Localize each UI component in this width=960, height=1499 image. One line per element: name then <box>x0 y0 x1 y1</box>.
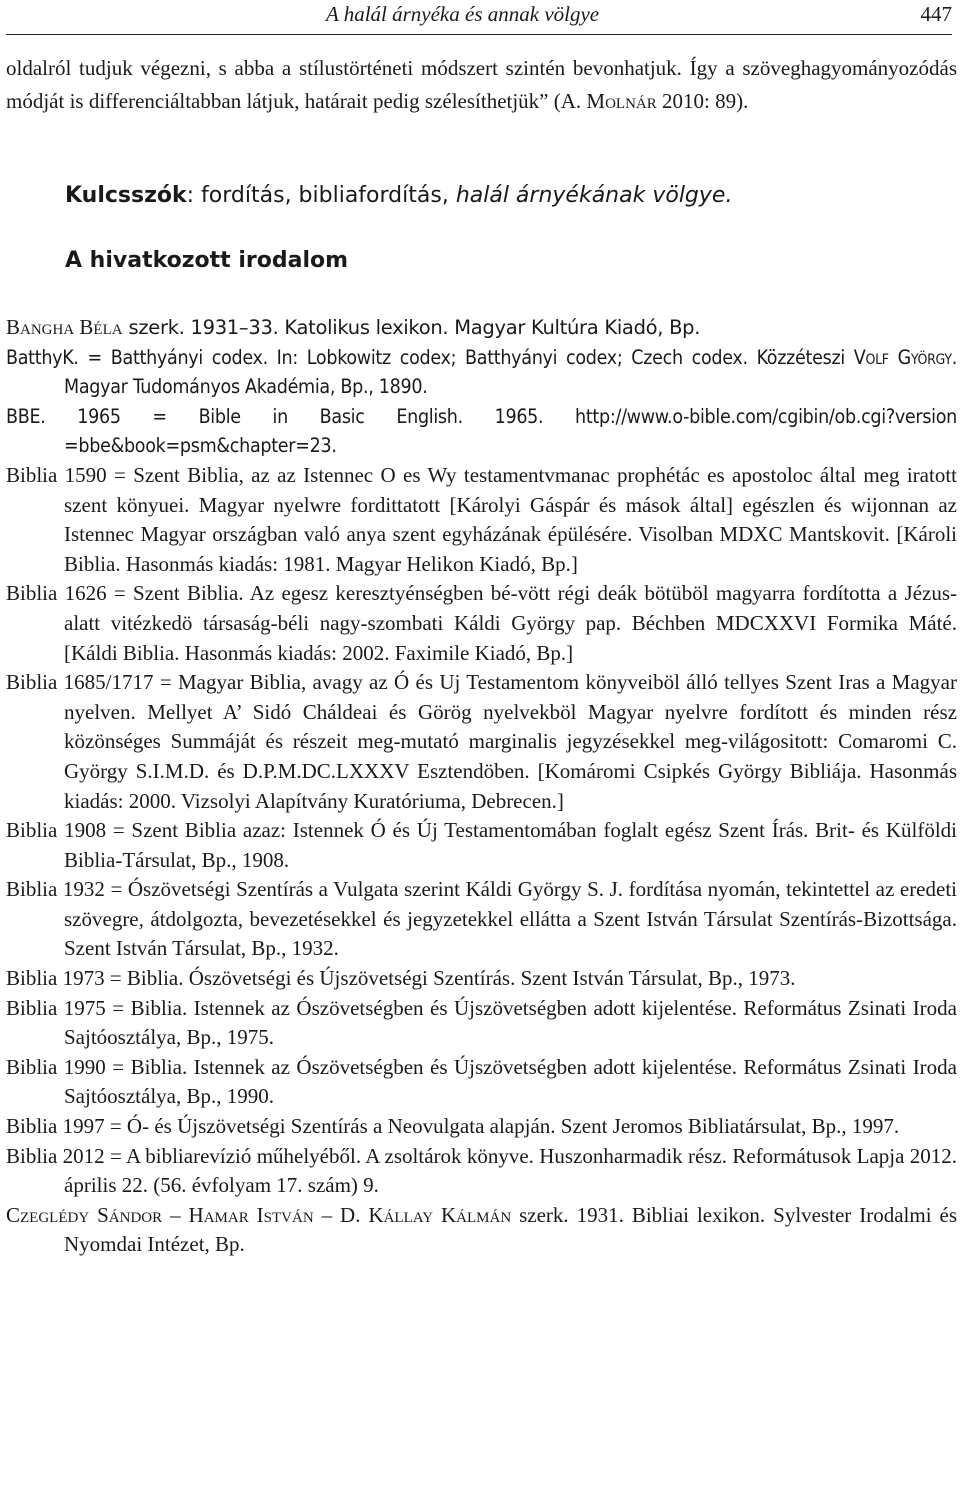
paragraph-end: 2010: 89). <box>656 88 749 113</box>
reference-text: . Magyar Tudományos Akadémia, Bp., 1890. <box>64 345 957 399</box>
reference-item <box>6 1142 957 1201</box>
reference-text: Biblia 1973 = Biblia. Ószövetségi és Újszövetségi Szentírás. Szent István Társulat, Bp., 1973. <box>6 966 796 991</box>
reference-list <box>6 313 957 1260</box>
references-title: A hivatkozott irodalom <box>65 248 349 273</box>
reference-item <box>6 875 957 964</box>
reference-item <box>6 402 957 461</box>
reference-author: Czeglédy Sándor – Hamar István – D. Kállay Kálmán <box>6 1202 512 1227</box>
reference-text: BatthyK. = Batthyányi codex. In: Lobkowitz codex; Batthyányi codex; Czech codex. Közzéteszi <box>6 345 854 369</box>
reference-item <box>6 343 957 402</box>
keywords-plain: : fordítás, bibliafordítás, <box>186 183 456 208</box>
reference-text: Biblia 1908 = Szent Biblia azaz: Istennek Ó és Új Testamentomában foglalt egész Szent Írás. Brit- és Külföldi Biblia-Társulat, Bp., 1908. <box>6 818 957 872</box>
running-head <box>6 0 952 30</box>
reference-item <box>6 964 957 994</box>
header-rule <box>6 34 952 35</box>
reference-item <box>6 994 957 1053</box>
reference-author: Bangha Béla <box>6 315 123 339</box>
reference-item <box>6 1112 957 1142</box>
reference-text: BBE. 1965 = Bible in Basic English. 1965. http://www.o-bible.com/cgibin/ob.cgi?version =bbe&book=psm&chapter=23. <box>6 404 957 458</box>
cited-author: Molnár <box>586 88 657 113</box>
reference-item <box>6 816 957 875</box>
reference-item <box>6 1053 957 1112</box>
reference-text: Biblia 1685/1717 = Magyar Biblia, avagy az Ó és Uj Testamentom könyveiböl álló tellyes Szent Iras a Magyar nyelven. Mellyet A’ Sidó Cháldeai és Görög nyelvekböl Magyar nyelvre fordított és minden rész közönséges Summáját és részeit meg-mutató marginalis jegyzésekkel meg-világositott: Comaromi C. György S.I.M.D. és D.P.M.DC.LXXXV Esztendöben. [Komáromi Csipkés György Bibliája. Hasonmás kiadás: 2000. Vizsolyi Alapítvány Kuratóriuma, Debrecen.] <box>6 670 957 813</box>
running-title: A halál árnyéka és annak völgye <box>326 2 600 26</box>
reference-text: Biblia 1626 = Szent Biblia. Az egesz keresztyénségben bé-vött régi deák bötüböl magyarra fordította a Jézus-alatt vitézkedö társaság-béli nagy-szombati Káldi György pap. Béchben MDCXXVI Formika Máté. [Káldi Biblia. Hasonmás kiadás: 2002. Faximile Kiadó, Bp.] <box>6 581 957 665</box>
reference-text: Biblia 1590 = Szent Biblia, az az Istennec O es Wy testamentvmanac prophétác es apostoloc által meg iratott szent könyuei. Magyar nyelwre fordittatott [Károlyi Gáspár és mások által] egészlen és wijonnan az Istennec Magyar országban való anya szent egyházának épülésére. Visolban MDXC Mantskovit. [Károli Biblia. Hasonmás kiadás: 1981. Magyar Helikon Kiadó, Bp.] <box>6 462 957 576</box>
reference-item <box>6 579 957 668</box>
reference-text: Biblia 1990 = Biblia. Istennek az Ószövetségben és Újszövetségben adott kijelentése. Református Zsinati Iroda Sajtóosztálya, Bp., 1990. <box>6 1054 957 1109</box>
reference-text: Biblia 1932 = Ószövetségi Szentírás a Vulgata szerint Káldi György S. J. fordítása nyomán, tekintettel az eredeti szövegre, átdolgozta, bevezetésekkel és jegyzetekkel ellátta a Szent István Társulat Szentírás-Bizottsága. Szent István Társulat, Bp., 1932. <box>6 877 957 961</box>
reference-item <box>6 313 957 343</box>
page-number: 447 <box>920 2 952 26</box>
reference-text: Biblia 1975 = Biblia. Istennek az Ószövetségben és Újszövetségben adott kijelentése. Református Zsinati Iroda Sajtóosztálya, Bp., 1975. <box>6 995 957 1050</box>
keywords <box>65 180 945 212</box>
reference-text: Biblia 2012 = A bibliarevízió műhelyéből. A zsoltárok könyve. Huszonharmadik rész. Reformátusok Lapja 2012. április 22. (56. évfolyam 17. szám) 9. <box>6 1143 957 1198</box>
body-paragraph <box>6 52 957 117</box>
reference-author: Volf György <box>853 345 952 369</box>
reference-text: Biblia 1997 = Ó- és Újszövetségi Szentírás a Neovulgata alapján. Szent Jeromos Bibliatársulat, Bp., 1997. <box>6 1114 900 1139</box>
reference-item <box>6 461 957 579</box>
paragraph-text: oldalról tudjuk végezni, s abba a stílustörténeti módszert szintén bevonhatjuk. Így a szöveghagyományozódás módját is differenciáltabban látjuk, határait pedig szélesíthetjük” (A. <box>6 56 957 113</box>
reference-item <box>6 1201 957 1260</box>
reference-text: szerk. 1931. Bibliai lexikon. Sylvester Irodalmi és Nyomdai Intézet, Bp. <box>64 1202 957 1257</box>
reference-text: szerk. 1931–33. Katolikus lexikon. Magyar Kultúra Kiadó, Bp. <box>122 316 701 339</box>
keywords-italic: halál árnyékának völgye. <box>455 183 733 208</box>
reference-item <box>6 668 957 816</box>
keywords-label: Kulcsszók <box>65 183 187 208</box>
